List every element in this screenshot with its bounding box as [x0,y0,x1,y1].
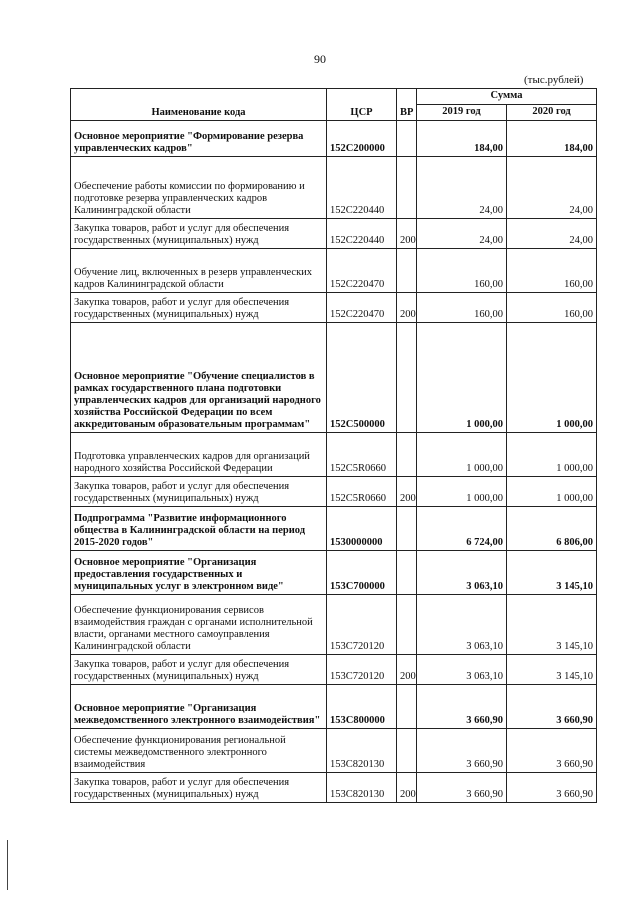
row-csr: 152С220470 [327,249,397,293]
table-header [71,89,597,121]
row-value-2020: 1 000,00 [507,433,597,477]
row-name: Основное мероприятие "Организация предоставления государственных и муниципальных услуг в электронном виде" [71,551,327,595]
table-row [71,729,597,773]
row-csr: 153С820130 [327,729,397,773]
row-vr [397,507,417,551]
row-value-2020: 3 145,10 [507,655,597,685]
row-name: Основное мероприятие "Обучение специалистов в рамках государственного плана подготовки управленческих кадров для организаций народного хозяйства Российской Федерации по всем аккредитованым образовательным программам" [71,323,327,433]
row-value-2020: 1 000,00 [507,477,597,507]
row-value-2019: 3 063,10 [417,551,507,595]
row-vr [397,433,417,477]
page-number: 90 [314,52,326,66]
row-value-2019: 3 660,90 [417,729,507,773]
row-csr: 1530000000 [327,507,397,551]
row-name: Закупка товаров, работ и услуг для обеспечения государственных (муниципальных) нужд [71,219,327,249]
table-row [71,507,597,551]
row-csr: 152С5R0660 [327,477,397,507]
table-row [71,773,597,803]
table-row [71,477,597,507]
row-name: Основное мероприятие "Организация межведомственного электронного взаимодействия" [71,685,327,729]
table-row [71,595,597,655]
table-row [71,433,597,477]
margin-mark [7,840,8,890]
row-value-2019: 184,00 [417,121,507,157]
row-name: Обучение лиц, включенных в резерв управленческих кадров Калининградской области [71,249,327,293]
row-csr: 152С5R0660 [327,433,397,477]
row-value-2019: 24,00 [417,157,507,219]
row-name: Подпрограмма "Развитие информационного общества в Калининградской области на период 2015-2020 годов" [71,507,327,551]
row-name: Подготовка управленческих кадров для организаций народного хозяйства Российской Федерации [71,433,327,477]
row-value-2020: 3 660,90 [507,685,597,729]
row-vr [397,685,417,729]
row-csr: 153С720120 [327,595,397,655]
row-value-2020: 6 806,00 [507,507,597,551]
row-value-2019: 160,00 [417,249,507,293]
row-csr: 153С700000 [327,551,397,595]
row-vr: 200 [397,219,417,249]
row-value-2020: 160,00 [507,249,597,293]
row-value-2020: 24,00 [507,157,597,219]
row-value-2020: 160,00 [507,293,597,323]
header-year-2020: 2020 год [507,105,597,121]
row-value-2019: 3 660,90 [417,773,507,803]
row-value-2019: 160,00 [417,293,507,323]
row-csr: 152С220440 [327,219,397,249]
table-row [71,685,597,729]
table-row [71,157,597,219]
table-row [71,551,597,595]
header-csr: ЦСР [327,89,397,121]
row-name: Закупка товаров, работ и услуг для обеспечения государственных (муниципальных) нужд [71,773,327,803]
header-name: Наименование кода [71,89,327,121]
row-vr: 200 [397,477,417,507]
row-name: Обеспечение функционирования сервисов взаимодействия граждан с органами исполнительной власти, органами местного самоуправления Калининградской области [71,595,327,655]
row-vr [397,323,417,433]
row-name: Обеспечение функционирования региональной системы межведомственного электронного взаимодействия [71,729,327,773]
row-csr: 152С220440 [327,157,397,219]
row-vr [397,121,417,157]
row-value-2020: 3 660,90 [507,729,597,773]
row-csr: 153С720120 [327,655,397,685]
row-value-2020: 3 660,90 [507,773,597,803]
row-value-2019: 3 063,10 [417,595,507,655]
budget-table [70,88,597,803]
row-csr: 152С220470 [327,293,397,323]
row-value-2020: 3 145,10 [507,551,597,595]
row-name: Закупка товаров, работ и услуг для обеспечения государственных (муниципальных) нужд [71,293,327,323]
row-csr: 153С820130 [327,773,397,803]
row-value-2020: 24,00 [507,219,597,249]
table-row [71,655,597,685]
row-value-2019: 1 000,00 [417,433,507,477]
row-vr: 200 [397,293,417,323]
row-value-2019: 24,00 [417,219,507,249]
table-row [71,293,597,323]
row-value-2019: 1 000,00 [417,323,507,433]
row-value-2019: 6 724,00 [417,507,507,551]
row-value-2020: 3 145,10 [507,595,597,655]
table-row [71,121,597,157]
row-value-2019: 3 063,10 [417,655,507,685]
header-vr: ВР [397,89,417,121]
units-label: (тыс.рублей) [524,74,584,86]
row-vr: 200 [397,655,417,685]
table-row [71,323,597,433]
row-vr [397,157,417,219]
row-name: Обеспечение работы комиссии по формированию и подготовке резерва управленческих кадров Калининградской области [71,157,327,219]
row-value-2020: 184,00 [507,121,597,157]
table-row [71,249,597,293]
row-value-2019: 1 000,00 [417,477,507,507]
header-year-2019: 2019 год [417,105,507,121]
row-name: Закупка товаров, работ и услуг для обеспечения государственных (муниципальных) нужд [71,477,327,507]
row-csr: 152С200000 [327,121,397,157]
row-csr: 153С800000 [327,685,397,729]
row-vr [397,249,417,293]
header-sum: Сумма [417,89,597,105]
row-value-2019: 3 660,90 [417,685,507,729]
row-csr: 152С500000 [327,323,397,433]
row-vr [397,595,417,655]
table-row [71,219,597,249]
table-body [71,121,597,803]
row-name: Основное мероприятие "Формирование резерва управленческих кадров" [71,121,327,157]
row-vr [397,729,417,773]
row-name: Закупка товаров, работ и услуг для обеспечения государственных (муниципальных) нужд [71,655,327,685]
row-vr [397,551,417,595]
row-value-2020: 1 000,00 [507,323,597,433]
row-vr: 200 [397,773,417,803]
